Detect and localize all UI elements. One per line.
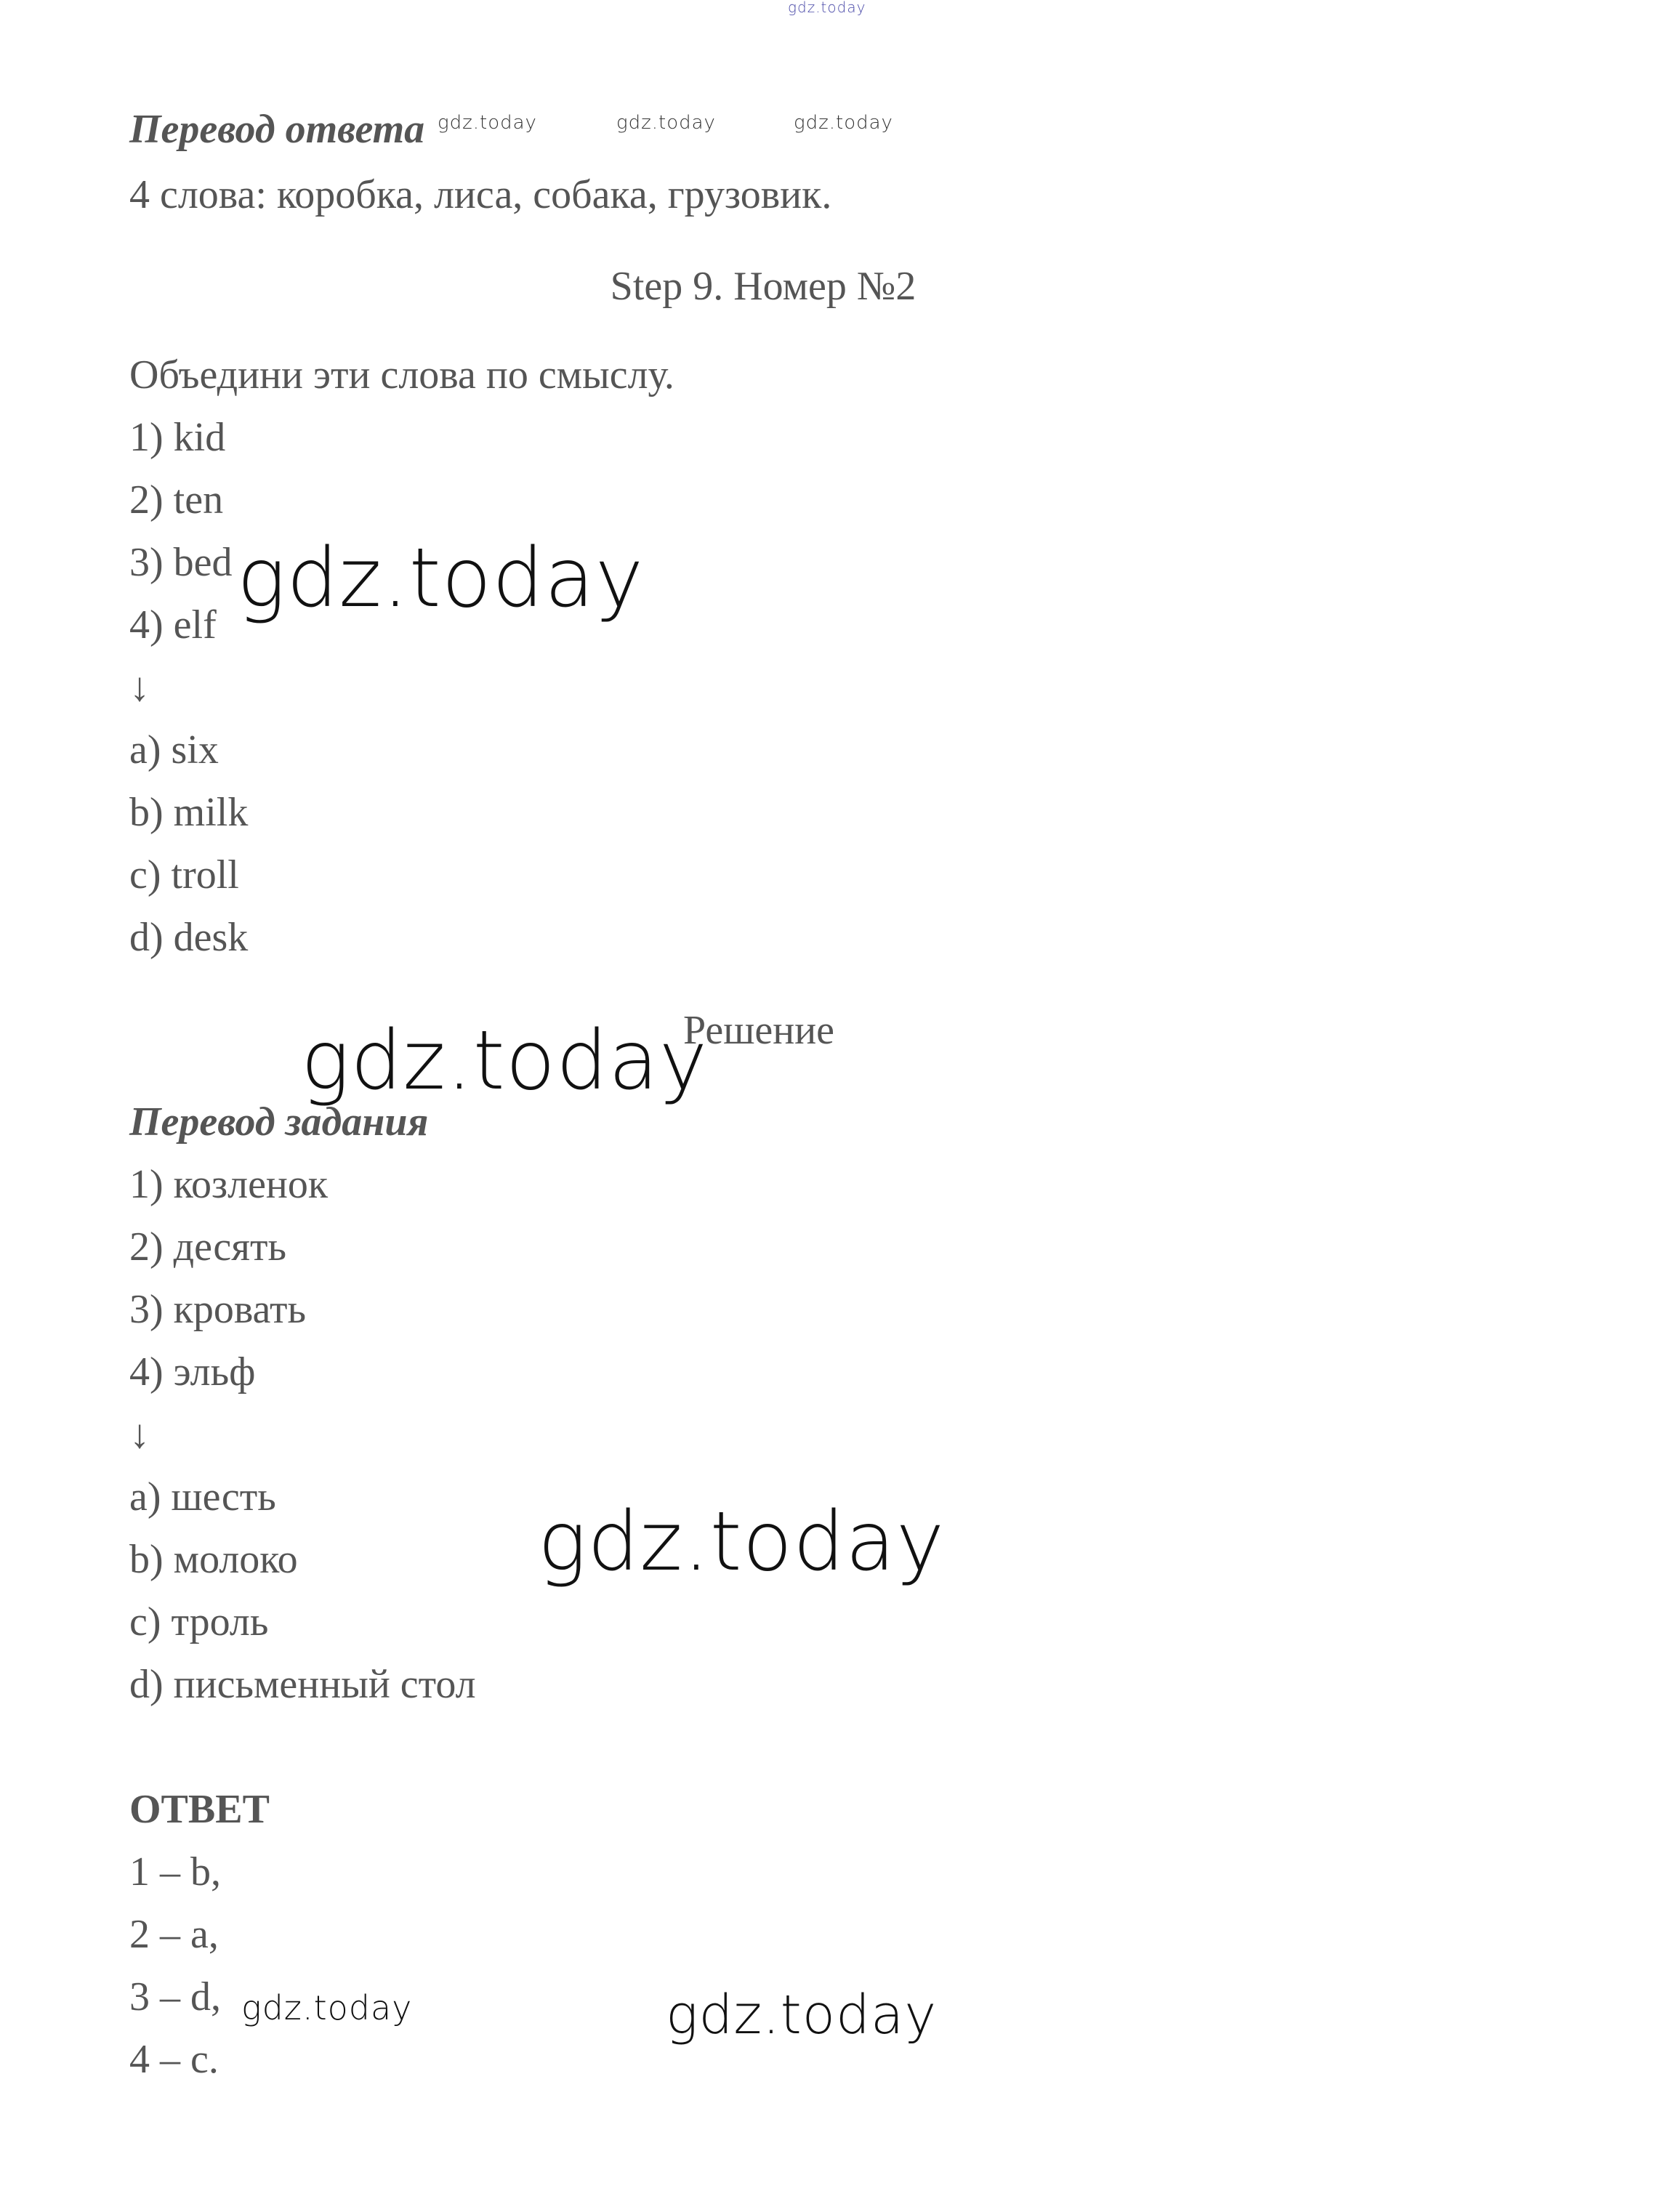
watermark-medium-1: gdz.today xyxy=(241,1988,413,2027)
translated-lettered-d: d) письменный стол xyxy=(129,1662,476,1707)
translated-lettered-b: b) молоко xyxy=(129,1537,298,1582)
word-numbered-1: 1) kid xyxy=(129,415,226,460)
answer-heading: ОТВЕТ xyxy=(129,1787,270,1832)
watermark-small-3: gdz.today xyxy=(794,112,893,134)
word-lettered-a: a) six xyxy=(129,727,219,772)
watermark-large-1: gdz.today xyxy=(237,531,645,626)
word-lettered-b: b) milk xyxy=(129,790,249,835)
down-arrow-icon: ↓ xyxy=(129,665,150,710)
translated-lettered-a: a) шесть xyxy=(129,1474,276,1519)
translated-numbered-4: 4) эльф xyxy=(129,1349,256,1394)
answer-4: 4 – c. xyxy=(129,2037,219,2082)
translated-numbered-3: 3) кровать xyxy=(129,1287,306,1332)
translated-numbered-1: 1) козленок xyxy=(129,1162,329,1207)
word-lettered-d: d) desk xyxy=(129,915,249,960)
translated-numbered-2: 2) десять xyxy=(129,1224,287,1270)
word-numbered-4: 4) elf xyxy=(129,602,217,647)
translated-lettered-c: c) троль xyxy=(129,1599,269,1644)
heading-answer-translation: Перевод ответа xyxy=(129,107,425,152)
task-instruction: Объедини эти слова по смыслу. xyxy=(129,352,674,397)
watermark-small-1: gdz.today xyxy=(438,112,537,134)
task-title: Step 9. Номер №2 xyxy=(610,264,916,309)
watermark-small-2: gdz.today xyxy=(616,112,716,134)
word-numbered-2: 2) ten xyxy=(129,477,224,522)
watermark-large-3: gdz.today xyxy=(538,1495,946,1589)
heading-task-translation: Перевод задания xyxy=(129,1099,429,1145)
watermark-large-2: gdz.today xyxy=(301,1014,709,1108)
answer-3: 3 – d, xyxy=(129,1974,221,2019)
word-lettered-c: c) troll xyxy=(129,852,239,897)
watermark-medium-2: gdz.today xyxy=(666,1984,938,2046)
answer-1: 1 – b, xyxy=(129,1849,221,1894)
watermark-top: gdz.today xyxy=(788,0,866,16)
solution-label: Решение xyxy=(683,1008,835,1053)
word-numbered-3: 3) bed xyxy=(129,540,233,585)
down-arrow-icon-2: ↓ xyxy=(129,1412,150,1457)
answer-translation-text: 4 слова: коробка, лиса, собака, грузовик. xyxy=(129,172,832,217)
answer-2: 2 – a, xyxy=(129,1912,219,1957)
